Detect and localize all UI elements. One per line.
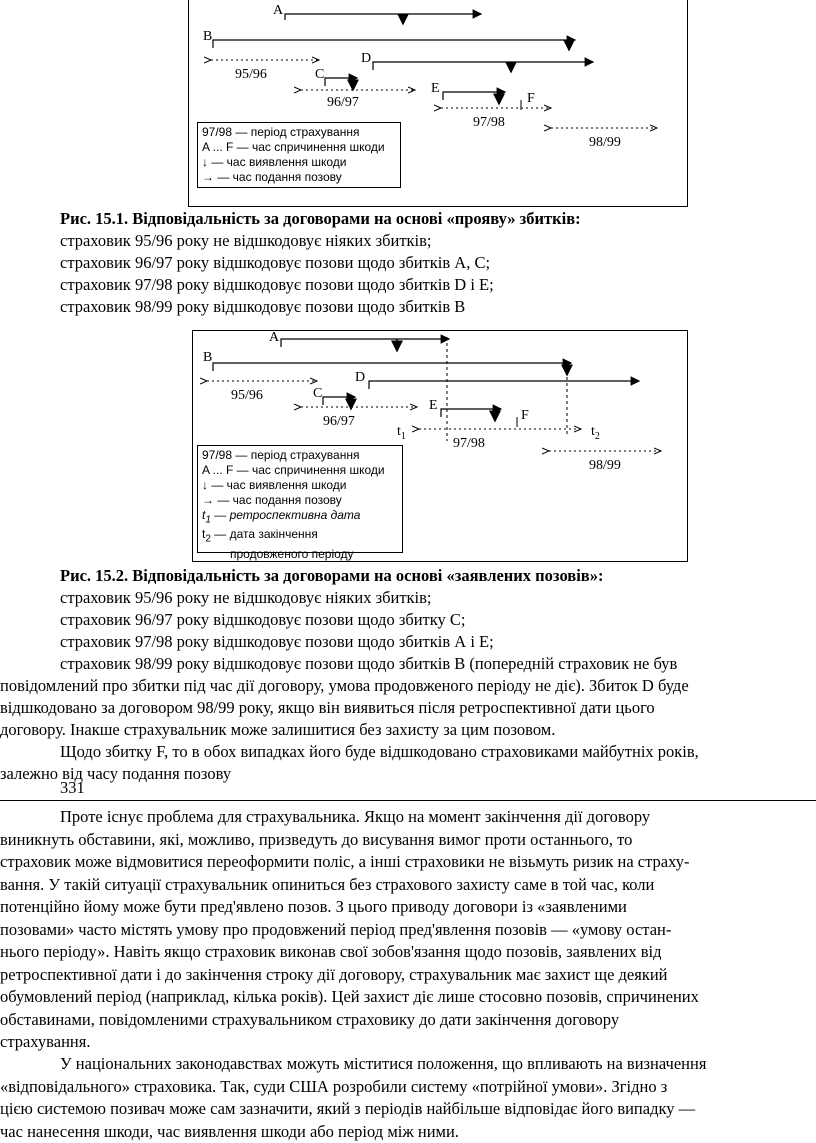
text-line: нього періоду». Навіть якщо страховик виконав свої зобов'язання щодо позовів, заявлених від bbox=[0, 941, 816, 964]
text-line: повідомлений про збитки під час дії договору, умова продовженого періоду не діє). Збиток D буде bbox=[0, 675, 816, 697]
page-number: 331 bbox=[60, 778, 85, 798]
text-line: Щодо збитку F, то в обох випадках його буде відшкодовано страховиками майбутніх років, bbox=[0, 741, 816, 763]
fig2-legend-t2-symbol: $t_2$ bbox=[202, 527, 211, 541]
caption2-line: страховик 98/99 року відшкодовує позови щодо збитків В (попередній страховик не був bbox=[60, 653, 677, 675]
text-line: час нанесення шкоди, час виявлення шкоди або період між ними. bbox=[0, 1121, 816, 1143]
fig2-label-t2: $t_2$ bbox=[591, 424, 600, 442]
fig1-legend-cause: A ... F — час спричинення шкоди bbox=[202, 140, 396, 155]
caption1-line: страховик 95/96 року не відшкодовує ніяких збитків; bbox=[60, 230, 581, 252]
fig2-label-d: D bbox=[355, 370, 365, 385]
fig1-label-a: A bbox=[273, 3, 284, 18]
fig1-label-c: C bbox=[315, 67, 324, 82]
text-line: вання. У такій ситуації страхувальник опиниться без страхового захисту саме в той час, коли bbox=[0, 874, 816, 897]
arrow-down-icon: ↓ bbox=[202, 155, 208, 169]
fig1-period-label-9899: 98/99 bbox=[589, 135, 621, 150]
figure-2-caption bbox=[60, 565, 677, 675]
fig2-label-e: E bbox=[429, 398, 438, 413]
text-line: залежно від часу подання позову bbox=[0, 763, 816, 785]
caption2-line: страховик 96/97 року відшкодовує позови щодо збитку С; bbox=[60, 609, 677, 631]
fig2-legend-cause: A ... F — час спричинення шкоди bbox=[202, 463, 398, 478]
text-line: договору. Інакше страхувальник може залишитися без захисту за цим позовом. bbox=[0, 719, 816, 741]
fig2-line-a bbox=[281, 339, 449, 347]
caption2-line: страховик 97/98 року відшкодовує позови щодо збитків А і Е; bbox=[60, 631, 677, 653]
caption1-line: страховик 98/99 року відшкодовує позови щодо збитків В bbox=[60, 296, 581, 318]
fig2-legend-end: — дата закінчення bbox=[214, 527, 318, 541]
text-line: цією системою позивач може сам зазначити, який з періодів найбільше відповідає його випадку — bbox=[0, 1098, 816, 1121]
text-line: обставинами, повідомленими страхувальником страховику до дати закінчення договору bbox=[0, 1009, 816, 1032]
fig2-label-a: A bbox=[269, 331, 280, 345]
caption1-line: страховик 97/98 року відшкодовує позови щодо збитків D і Е; bbox=[60, 274, 581, 296]
figure-1-caption bbox=[60, 208, 581, 318]
text-line: У національних законодавствах можуть міститися положення, що впливають на визначення bbox=[0, 1053, 816, 1076]
caption1-line: страховик 96/97 року відшкодовує позови щодо збитків А, С; bbox=[60, 252, 581, 274]
figure-1-title: Рис. 15.1. Відповідальність за договорами на основі «прояву» збитків: bbox=[60, 209, 581, 228]
arrow-down-icon: ↓ bbox=[202, 478, 208, 492]
fig1-period-label-9596: 95/96 bbox=[235, 67, 267, 82]
fig1-legend-period: 97/98 — період страхування bbox=[202, 125, 396, 140]
fig2-period-label-9596: 95/96 bbox=[231, 388, 263, 403]
fig1-line-e bbox=[443, 92, 505, 100]
arrow-right-icon: → bbox=[202, 170, 214, 184]
text-line: потенційно йому може бути пред'явлено позов. З цього приводу договори із «заявленими bbox=[0, 896, 816, 919]
fig1-period-label-9697: 96/97 bbox=[327, 95, 359, 110]
fig2-line-d bbox=[369, 381, 639, 389]
text-line: ретроспективної дати і до закінчення строку дії договору, страхувальник має захист ще деякий bbox=[0, 964, 816, 987]
fig1-legend-claim: — час подання позову bbox=[217, 170, 341, 184]
fig1-line-a bbox=[285, 14, 481, 20]
fig2-legend-retro: — ретроспективна дата bbox=[214, 508, 360, 522]
fig2-line-e bbox=[441, 409, 501, 417]
fig1-line-c bbox=[325, 78, 357, 86]
fig2-label-t1: $t_1$ bbox=[397, 424, 406, 442]
fig2-legend bbox=[197, 445, 403, 553]
fig1-legend bbox=[197, 122, 401, 188]
text-line: відшкодовано за договором 98/99 року, якщо він виявиться після ретроспективної дати цього bbox=[0, 697, 816, 719]
fig2-legend-claim: — час подання позову bbox=[217, 493, 341, 507]
fig2-label-b: B bbox=[203, 350, 212, 365]
fig1-label-e: E bbox=[431, 81, 440, 96]
caption2-line: страховик 95/96 року не відшкодовує ніяких збитків; bbox=[60, 587, 677, 609]
fig2-legend-end-cont: продовженого періоду bbox=[202, 547, 398, 562]
fig2-legend-period: 97/98 — період страхування bbox=[202, 448, 398, 463]
fig2-period-label-9899: 98/99 bbox=[589, 458, 621, 473]
text-line: позовами» часто містять умову про продовжений період пред'явлення позовів — «умову остан- bbox=[0, 919, 816, 942]
arrow-right-icon: → bbox=[202, 493, 214, 507]
fig2-legend-t1-symbol: $t_1$ bbox=[202, 508, 211, 522]
figure-2-title: Рис. 15.2. Відповідальність за договорами на основі «заявлених позовів»: bbox=[60, 566, 603, 585]
fig1-line-b bbox=[213, 40, 575, 48]
caption2-continuation bbox=[0, 675, 816, 785]
page-divider bbox=[0, 800, 816, 801]
figure-2-diagram bbox=[192, 330, 688, 562]
text-line: виникнуть обставини, які, можливо, призведуть до висування вимог проти останнього, то bbox=[0, 829, 816, 852]
fig1-line-d bbox=[373, 62, 593, 70]
fig2-label-c: C bbox=[313, 386, 322, 401]
text-line: Проте існує проблема для страхувальника. Якщо на момент закінчення дії договору bbox=[0, 806, 816, 829]
text-line: обумовлений період (наприклад, кілька років). Цей захист діє лише стосовно позовів, спричинених bbox=[0, 986, 816, 1009]
fig2-period-label-9697: 96/97 bbox=[323, 414, 355, 429]
fig1-label-b: B bbox=[203, 29, 212, 44]
body-paragraph-2 bbox=[0, 1053, 816, 1143]
text-line: страховик може відмовитися переоформити поліс, а інші страховики не візьмуть ризик на страху- bbox=[0, 851, 816, 874]
fig2-label-f: F bbox=[521, 408, 529, 423]
fig1-legend-discovery: — час виявлення шкоди bbox=[211, 155, 346, 169]
text-line: страхування. bbox=[0, 1031, 816, 1054]
text-line: «відповідального» страховика. Так, суди США розробили систему «потрійної умови». Згідно з bbox=[0, 1076, 816, 1099]
fig2-period-label-9798: 97/98 bbox=[453, 436, 485, 451]
fig2-line-b bbox=[213, 363, 571, 371]
figure-1-diagram bbox=[188, 0, 688, 207]
fig1-label-d: D bbox=[361, 51, 371, 66]
fig1-label-f: F bbox=[527, 91, 535, 106]
fig2-line-c bbox=[323, 397, 355, 405]
fig2-legend-discovery: — час виявлення шкоди bbox=[211, 478, 346, 492]
fig1-period-label-9798: 97/98 bbox=[473, 115, 505, 130]
body-paragraph-1 bbox=[0, 806, 816, 1054]
